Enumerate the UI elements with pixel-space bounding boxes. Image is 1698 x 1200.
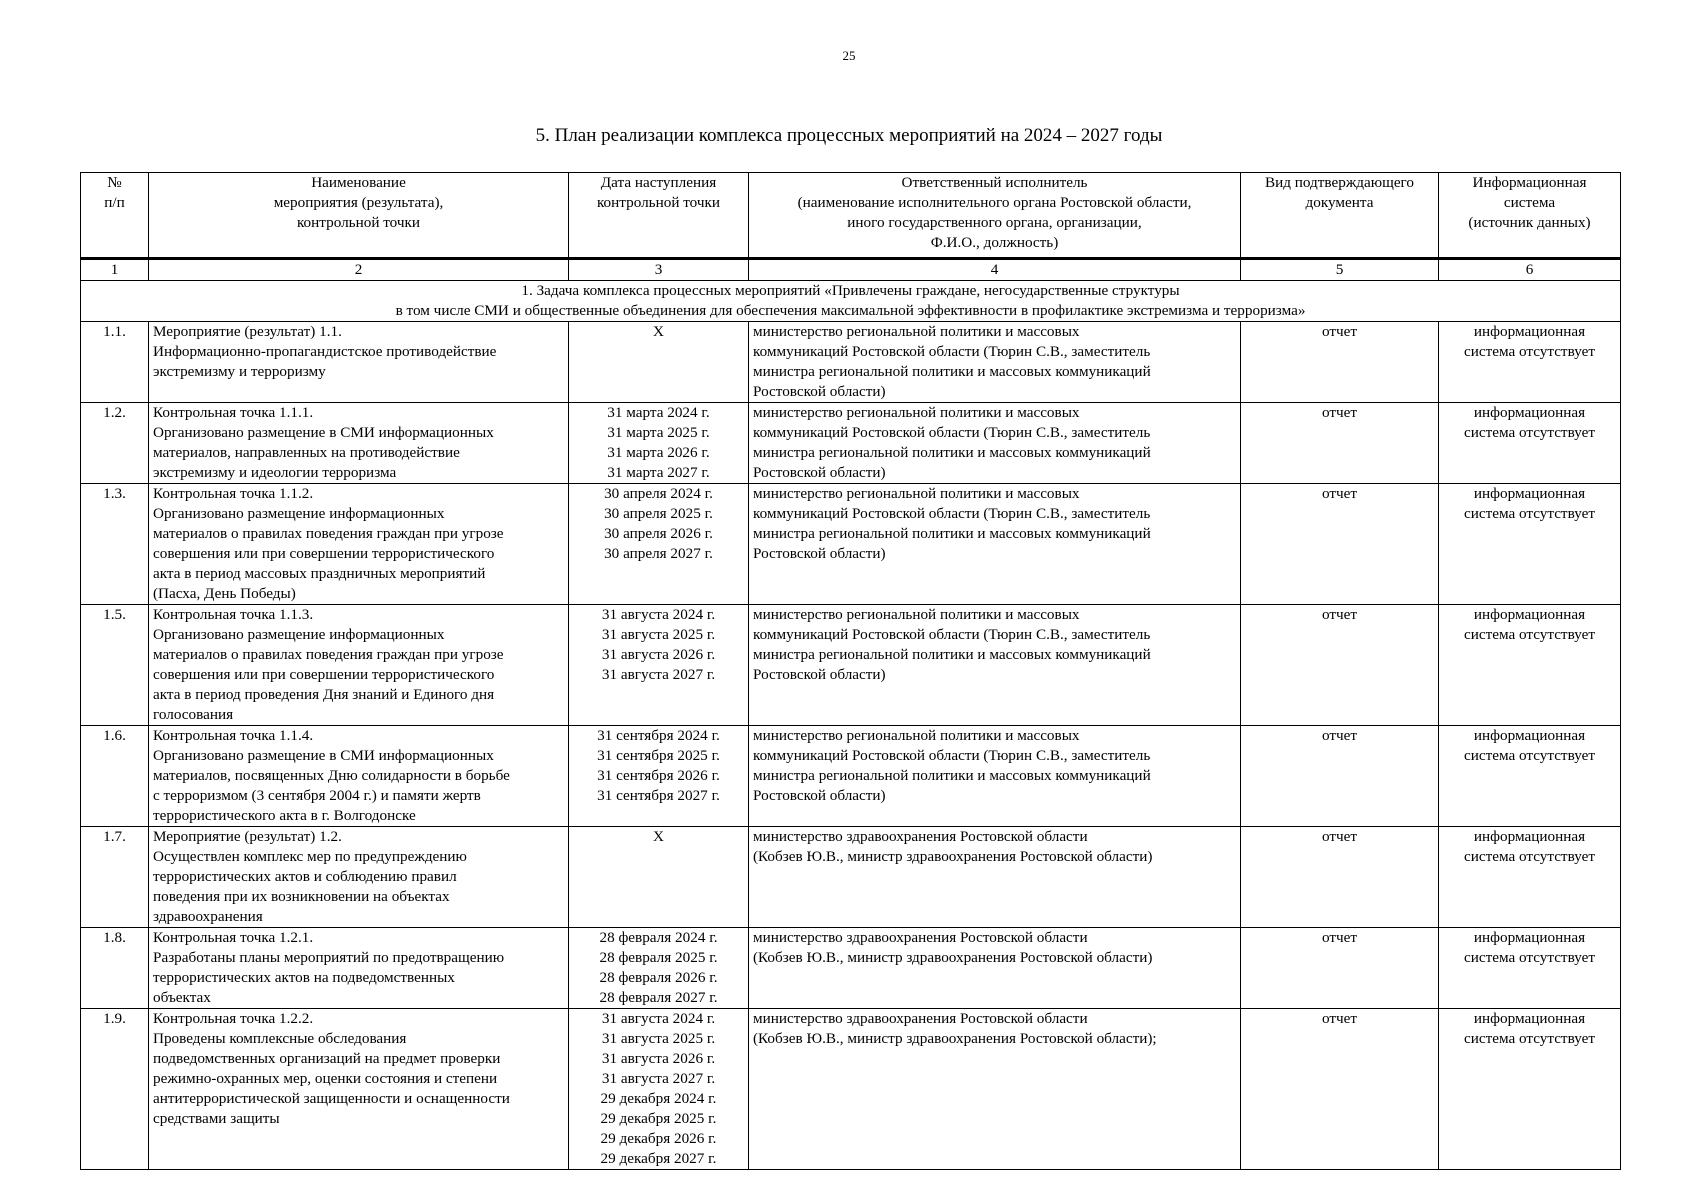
page-title: 5. План реализации комплекса процессных мероприятий на 2024 – 2027 годы bbox=[535, 125, 1163, 146]
activity-name-line: Контрольная точка 1.1.4. bbox=[153, 727, 314, 744]
control-date: Х bbox=[653, 323, 664, 340]
information-system bbox=[1439, 484, 1621, 605]
activity-name-line: террористического акта в г. Волгодонске bbox=[153, 807, 416, 824]
executor-line: коммуникаций Ростовской области (Тюрин С.В., заместитель bbox=[753, 424, 1151, 441]
information-system bbox=[1439, 605, 1621, 726]
table-row bbox=[81, 403, 1621, 484]
header-document bbox=[1241, 173, 1439, 259]
header-line: контрольной точки bbox=[296, 214, 421, 231]
information-system bbox=[1439, 928, 1621, 1009]
activity-name bbox=[149, 928, 569, 1009]
activity-name-line: террористических актов и соблюдению правил bbox=[153, 868, 457, 885]
control-date: 29 декабря 2025 г. bbox=[600, 1110, 717, 1127]
document-type: отчет bbox=[1241, 1009, 1439, 1170]
header-line: Вид подтверждающего bbox=[1264, 174, 1415, 191]
column-number: 4 bbox=[749, 259, 1241, 281]
activity-name-line: совершения или при совершении террористического bbox=[153, 666, 495, 683]
control-date: 31 августа 2027 г. bbox=[601, 666, 716, 683]
activity-name-line: Организовано размещение в СМИ информационных bbox=[153, 747, 494, 764]
control-date: 30 апреля 2025 г. bbox=[604, 505, 713, 522]
header-line: Ответственный исполнитель bbox=[901, 174, 1088, 191]
executor-line: министра региональной политики и массовых коммуникаций bbox=[753, 767, 1151, 784]
responsible-executor bbox=[749, 322, 1241, 403]
executor-line: министерство региональной политики и массовых bbox=[753, 323, 1080, 340]
information-system-line: информационная bbox=[1473, 828, 1586, 845]
table-row bbox=[81, 726, 1621, 827]
information-system-line: система отсутствует bbox=[1463, 424, 1595, 441]
activity-name-line: материалов, посвященных Дню солидарности в борьбе bbox=[153, 767, 510, 784]
header-line: документа bbox=[1305, 194, 1374, 211]
executor-line: Ростовской области) bbox=[753, 545, 886, 562]
control-date: 29 декабря 2024 г. bbox=[600, 1090, 717, 1107]
table-row bbox=[81, 928, 1621, 1009]
control-dates bbox=[569, 928, 749, 1009]
header-line: № bbox=[107, 174, 122, 191]
activity-name-line: Организовано размещение информационных bbox=[153, 626, 445, 643]
control-date: 31 сентября 2026 г. bbox=[597, 767, 720, 784]
executor-line: Ростовской области) bbox=[753, 464, 886, 481]
information-system-line: информационная bbox=[1473, 1010, 1586, 1027]
column-number: 3 bbox=[569, 259, 749, 281]
row-number: 1.9. bbox=[81, 1009, 149, 1170]
responsible-executor bbox=[749, 484, 1241, 605]
document-type: отчет bbox=[1241, 726, 1439, 827]
activity-name-line: Мероприятие (результат) 1.1. bbox=[153, 323, 342, 340]
activity-name-line: поведения при их возникновении на объектах bbox=[153, 888, 450, 905]
activity-name-line: с терроризмом (3 сентября 2004 г.) и памяти жертв bbox=[153, 787, 481, 804]
header-line: Наименование bbox=[311, 174, 406, 191]
responsible-executor bbox=[749, 403, 1241, 484]
activity-name-line: совершения или при совершении террористического bbox=[153, 545, 495, 562]
control-date: 31 августа 2026 г. bbox=[601, 1050, 716, 1067]
header-row bbox=[81, 173, 1621, 259]
activity-name bbox=[149, 1009, 569, 1170]
activity-name-line: средствами защиты bbox=[153, 1110, 280, 1127]
control-date: 28 февраля 2026 г. bbox=[599, 969, 718, 986]
executor-line: министерство региональной политики и массовых bbox=[753, 606, 1080, 623]
header-line: п/п bbox=[104, 194, 125, 211]
information-system-line: информационная bbox=[1473, 323, 1586, 340]
row-number: 1.3. bbox=[81, 484, 149, 605]
control-date: 30 апреля 2024 г. bbox=[604, 485, 713, 502]
information-system-line: система отсутствует bbox=[1463, 848, 1595, 865]
information-system-line: система отсутствует bbox=[1463, 343, 1595, 360]
control-date: 31 августа 2024 г. bbox=[601, 1010, 716, 1027]
plan-table bbox=[80, 172, 1621, 1170]
task-line: 1. Задача комплекса процессных мероприятий «Привлечены граждане, негосударственные структуры bbox=[521, 282, 1180, 299]
executor-line: министерство здравоохранения Ростовской области bbox=[753, 1010, 1088, 1027]
information-system bbox=[1439, 1009, 1621, 1170]
header-line: иного государственного органа, организации, bbox=[847, 214, 1142, 231]
control-date: 31 марта 2025 г. bbox=[607, 424, 710, 441]
executor-line: министра региональной политики и массовых коммуникаций bbox=[753, 363, 1151, 380]
information-system-line: система отсутствует bbox=[1463, 747, 1595, 764]
information-system-line: информационная bbox=[1473, 929, 1586, 946]
control-date: 29 декабря 2026 г. bbox=[600, 1130, 717, 1147]
document-type: отчет bbox=[1241, 403, 1439, 484]
activity-name-line: экстремизму и терроризму bbox=[153, 363, 326, 380]
control-date: 31 марта 2026 г. bbox=[607, 444, 710, 461]
header-line: (источник данных) bbox=[1468, 214, 1591, 231]
control-date: 31 сентября 2024 г. bbox=[597, 727, 720, 744]
document-type: отчет bbox=[1241, 322, 1439, 403]
document-type: отчет bbox=[1241, 484, 1439, 605]
activity-name-line: Контрольная точка 1.1.2. bbox=[153, 485, 314, 502]
header-line: контрольной точки bbox=[596, 194, 721, 211]
information-system bbox=[1439, 403, 1621, 484]
activity-name bbox=[149, 726, 569, 827]
executor-line: министерство региональной политики и массовых bbox=[753, 727, 1080, 744]
activity-name-line: Контрольная точка 1.1.1. bbox=[153, 404, 314, 421]
table-row bbox=[81, 322, 1621, 403]
activity-name bbox=[149, 605, 569, 726]
activity-name-line: материалов о правилах поведения граждан при угрозе bbox=[153, 646, 504, 663]
information-system-line: информационная bbox=[1473, 404, 1586, 421]
activity-name-line: экстремизму и идеологии терроризма bbox=[153, 464, 397, 481]
row-number: 1.2. bbox=[81, 403, 149, 484]
activity-name-line: Проведены комплексные обследования bbox=[153, 1030, 407, 1047]
control-date: 31 марта 2024 г. bbox=[607, 404, 710, 421]
control-dates bbox=[569, 403, 749, 484]
information-system-line: система отсутствует bbox=[1463, 505, 1595, 522]
activity-name-line: Организовано размещение в СМИ информационных bbox=[153, 424, 494, 441]
executor-line: министерство региональной политики и массовых bbox=[753, 404, 1080, 421]
task-cell bbox=[81, 281, 1621, 322]
table-row bbox=[81, 605, 1621, 726]
executor-line: (Кобзев Ю.В., министр здравоохранения Ростовской области) bbox=[753, 949, 1153, 966]
executor-line: коммуникаций Ростовской области (Тюрин С.В., заместитель bbox=[753, 505, 1151, 522]
executor-line: Ростовской области) bbox=[753, 666, 886, 683]
column-number: 2 bbox=[149, 259, 569, 281]
activity-name-line: Контрольная точка 1.2.2. bbox=[153, 1010, 314, 1027]
information-system bbox=[1439, 322, 1621, 403]
table-row bbox=[81, 827, 1621, 928]
executor-line: министерство здравоохранения Ростовской области bbox=[753, 828, 1088, 845]
column-number: 5 bbox=[1241, 259, 1439, 281]
information-system-line: информационная bbox=[1473, 606, 1586, 623]
row-number: 1.7. bbox=[81, 827, 149, 928]
activity-name-line: подведомственных организаций на предмет проверки bbox=[153, 1050, 501, 1067]
activity-name-line: Контрольная точка 1.1.3. bbox=[153, 606, 314, 623]
header-line: мероприятия (результата), bbox=[273, 194, 444, 211]
control-date: 30 апреля 2026 г. bbox=[604, 525, 713, 542]
header-line: система bbox=[1503, 194, 1556, 211]
column-number: 6 bbox=[1439, 259, 1621, 281]
header-line: Ф.И.О., должность) bbox=[930, 234, 1059, 251]
control-date: 31 августа 2024 г. bbox=[601, 606, 716, 623]
responsible-executor bbox=[749, 827, 1241, 928]
control-date: 28 февраля 2025 г. bbox=[599, 949, 718, 966]
control-date: 31 августа 2026 г. bbox=[601, 646, 716, 663]
control-date: 28 февраля 2024 г. bbox=[599, 929, 718, 946]
table-row bbox=[81, 484, 1621, 605]
executor-line: министерство региональной политики и массовых bbox=[753, 485, 1080, 502]
executor-line: министра региональной политики и массовых коммуникаций bbox=[753, 444, 1151, 461]
control-date: 29 декабря 2027 г. bbox=[600, 1150, 717, 1167]
responsible-executor bbox=[749, 928, 1241, 1009]
document-type: отчет bbox=[1241, 605, 1439, 726]
control-date: 31 августа 2025 г. bbox=[601, 626, 716, 643]
activity-name bbox=[149, 403, 569, 484]
header-name bbox=[149, 173, 569, 259]
activity-name-line: Информационно-пропагандистское противодействие bbox=[153, 343, 497, 360]
executor-line: министра региональной политики и массовых коммуникаций bbox=[753, 646, 1151, 663]
header-line: (наименование исполнительного органа Ростовской области, bbox=[797, 194, 1192, 211]
control-date: 28 февраля 2027 г. bbox=[599, 989, 718, 1006]
activity-name-line: Осуществлен комплекс мер по предупреждению bbox=[153, 848, 467, 865]
table-row bbox=[81, 1009, 1621, 1170]
activity-name-line: террористических актов на подведомственных bbox=[153, 969, 455, 986]
column-number: 1 bbox=[81, 259, 149, 281]
activity-name bbox=[149, 484, 569, 605]
control-dates bbox=[569, 827, 749, 928]
row-number: 1.1. bbox=[81, 322, 149, 403]
task-row bbox=[81, 281, 1621, 322]
control-date: 30 апреля 2027 г. bbox=[604, 545, 713, 562]
activity-name bbox=[149, 827, 569, 928]
information-system-line: информационная bbox=[1473, 485, 1586, 502]
row-number: 1.8. bbox=[81, 928, 149, 1009]
row-number: 1.5. bbox=[81, 605, 149, 726]
column-number-row bbox=[81, 259, 1621, 281]
activity-name-line: Разработаны планы мероприятий по предотвращению bbox=[153, 949, 505, 966]
activity-name-line: здравоохранения bbox=[153, 908, 263, 925]
activity-name-line: материалов о правилах поведения граждан при угрозе bbox=[153, 525, 504, 542]
activity-name-line: Организовано размещение информационных bbox=[153, 505, 445, 522]
executor-line: коммуникаций Ростовской области (Тюрин С.В., заместитель bbox=[753, 343, 1151, 360]
page-number: 25 bbox=[842, 48, 856, 63]
responsible-executor bbox=[749, 1009, 1241, 1170]
task-line: в том числе СМИ и общественные объединения для обеспечения максимальной эффективности в профилактике экстремизма и терроризма» bbox=[395, 302, 1306, 319]
activity-name-line: материалов, направленных на противодействие bbox=[153, 444, 460, 461]
responsible-executor bbox=[749, 726, 1241, 827]
activity-name-line: Контрольная точка 1.2.1. bbox=[153, 929, 314, 946]
activity-name bbox=[149, 322, 569, 403]
header-number bbox=[81, 173, 149, 259]
control-dates bbox=[569, 1009, 749, 1170]
information-system-line: система отсутствует bbox=[1463, 949, 1595, 966]
header-line: Дата наступления bbox=[600, 174, 717, 191]
information-system bbox=[1439, 827, 1621, 928]
activity-name-line: акта в период массовых праздничных мероприятий bbox=[153, 565, 486, 582]
control-date: Х bbox=[653, 828, 664, 845]
executor-line: коммуникаций Ростовской области (Тюрин С.В., заместитель bbox=[753, 626, 1151, 643]
executor-line: министерство здравоохранения Ростовской области bbox=[753, 929, 1088, 946]
row-number: 1.6. bbox=[81, 726, 149, 827]
activity-name-line: режимно-охранных мер, оценки состояния и степени bbox=[153, 1070, 498, 1087]
responsible-executor bbox=[749, 605, 1241, 726]
activity-name-line: акта в период проведения Дня знаний и Единого дня bbox=[153, 686, 495, 703]
control-date: 31 сентября 2027 г. bbox=[597, 787, 720, 804]
control-dates bbox=[569, 484, 749, 605]
executor-line: Ростовской области) bbox=[753, 383, 886, 400]
activity-name-line: антитеррористической защищенности и оснащенности bbox=[153, 1090, 510, 1107]
control-date: 31 августа 2025 г. bbox=[601, 1030, 716, 1047]
control-date: 31 сентября 2025 г. bbox=[597, 747, 720, 764]
control-dates bbox=[569, 322, 749, 403]
activity-name-line: голосования bbox=[153, 706, 234, 723]
control-date: 31 августа 2027 г. bbox=[601, 1070, 716, 1087]
control-dates bbox=[569, 726, 749, 827]
information-system-line: система отсутствует bbox=[1463, 1030, 1595, 1047]
information-system bbox=[1439, 726, 1621, 827]
header-date bbox=[569, 173, 749, 259]
activity-name-line: (Пасха, День Победы) bbox=[153, 585, 296, 602]
executor-line: (Кобзев Ю.В., министр здравоохранения Ростовской области); bbox=[753, 1030, 1157, 1047]
activity-name-line: Мероприятие (результат) 1.2. bbox=[153, 828, 342, 845]
document-type: отчет bbox=[1241, 827, 1439, 928]
control-date: 31 марта 2027 г. bbox=[607, 464, 710, 481]
information-system-line: система отсутствует bbox=[1463, 626, 1595, 643]
header-executor bbox=[749, 173, 1241, 259]
header-system bbox=[1439, 173, 1621, 259]
executor-line: (Кобзев Ю.В., министр здравоохранения Ростовской области) bbox=[753, 848, 1153, 865]
control-dates bbox=[569, 605, 749, 726]
header-line: Информационная bbox=[1472, 174, 1587, 191]
executor-line: Ростовской области) bbox=[753, 787, 886, 804]
activity-name-line: объектах bbox=[153, 989, 211, 1006]
information-system-line: информационная bbox=[1473, 727, 1586, 744]
executor-line: коммуникаций Ростовской области (Тюрин С.В., заместитель bbox=[753, 747, 1151, 764]
document-type: отчет bbox=[1241, 928, 1439, 1009]
executor-line: министра региональной политики и массовых коммуникаций bbox=[753, 525, 1151, 542]
